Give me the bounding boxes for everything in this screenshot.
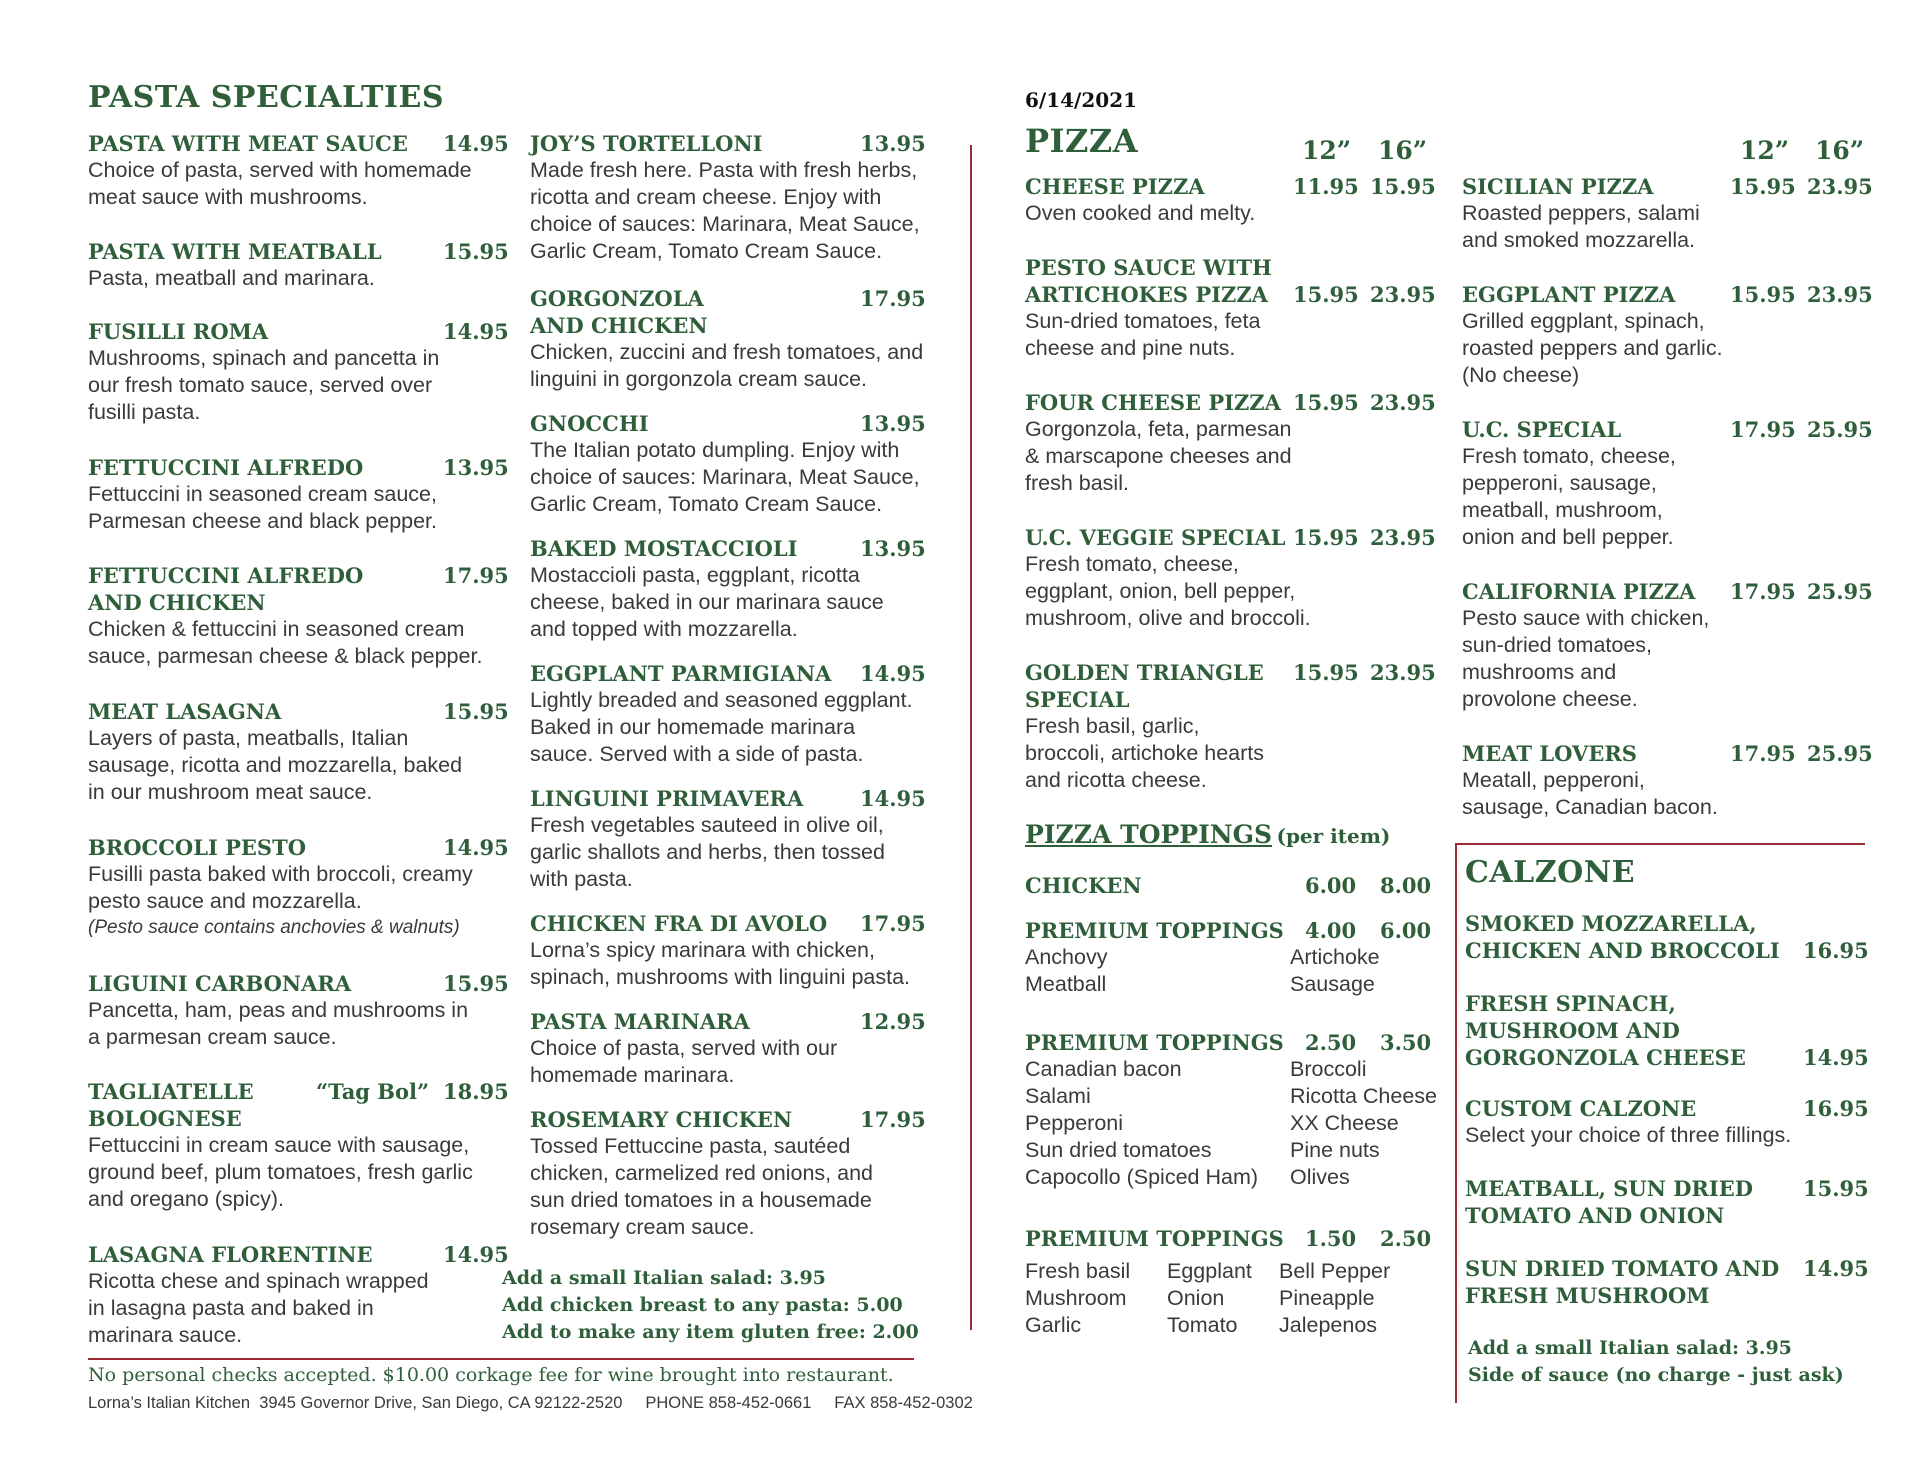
menu-item — [1462, 578, 1882, 740]
topping-group — [1025, 1225, 1445, 1345]
item-price: 13.95 — [860, 536, 926, 561]
menu-item — [530, 785, 930, 910]
item-desc: Fresh vegetables sauteed in olive oil, garlic shallots and herbs, then tossed with pasta. — [530, 813, 885, 891]
extra-line: Add chicken breast to any pasta: 5.00 — [502, 1294, 903, 1316]
topping-group — [1025, 917, 1445, 1029]
topping: Meatball — [1025, 972, 1107, 996]
menu-item — [1462, 740, 1882, 840]
item-name: CHEESE PIZZA — [1025, 174, 1205, 199]
menu-item — [1462, 416, 1882, 578]
pasta-extras — [502, 1265, 919, 1346]
item-price-16: 23.95 — [1807, 174, 1873, 199]
menu-item — [88, 238, 509, 318]
item-name: EGGPLANT PIZZA — [1462, 282, 1676, 307]
pizza-title: PIZZA — [1025, 122, 1139, 160]
topping-row — [1025, 1285, 1445, 1312]
item-price-12: 15.95 — [1293, 525, 1359, 550]
item-price-16: 23.95 — [1370, 282, 1436, 307]
pizza-right-column — [1462, 173, 1882, 840]
topping: Olives — [1290, 1165, 1350, 1189]
calzone-title: CALZONE — [1465, 855, 1636, 890]
topping-row — [1025, 1056, 1445, 1083]
menu-item — [1025, 524, 1445, 659]
item-name: U.C. SPECIAL — [1462, 417, 1622, 442]
item-price: 17.95 — [443, 563, 509, 588]
item-desc: Mushrooms, spinach and pancetta in our fresh tomato sauce, served over fusilli pasta. — [88, 346, 440, 424]
topping: Garlic — [1025, 1313, 1082, 1337]
item-name: PASTA WITH MEATBALL — [88, 239, 382, 264]
item-desc: Lightly breaded and seasoned eggplant. Baked in our homemade marinara sauce. Served with a side of pasta. — [530, 688, 913, 766]
menu-item — [530, 910, 930, 1008]
item-desc: The Italian potato dumpling. Enjoy with choice of sauces: Marinara, Meat Sauce, Garlic Cream, Tomato Cream Sauce. — [530, 438, 920, 516]
topping: Pepperoni — [1025, 1111, 1124, 1135]
item-name: FUSILLI ROMA — [88, 319, 269, 344]
extra-line: Add to make any item gluten free: 2.00 — [502, 1321, 919, 1343]
extra-line: Add a small Italian salad: 3.95 — [502, 1267, 826, 1289]
item-desc: Fettuccini in cream sauce with sausage, ground beef, plum tomatoes, fresh garlic and oregano (spicy). — [88, 1133, 473, 1211]
divider — [970, 145, 972, 1330]
topping: Mushroom — [1025, 1286, 1127, 1310]
extra-line: Side of sauce (no charge - just ask) — [1468, 1364, 1844, 1386]
item-price: 14.95 — [443, 319, 509, 344]
item-name: LINGUINI PRIMAVERA — [530, 786, 804, 811]
item-name: PASTA WITH MEAT SAUCE — [88, 131, 408, 156]
item-name: GOLDEN TRIANGLE SPECIAL — [1025, 660, 1264, 712]
menu-item — [88, 130, 509, 238]
size-16-label: 16” — [1378, 136, 1428, 165]
item-name: MEATBALL, SUN DRIED TOMATO AND ONION — [1465, 1176, 1753, 1228]
item-desc: Mostaccioli pasta, eggplant, ricotta cheese, baked in our marinara sauce and topped with mozzarella. — [530, 563, 884, 641]
topping: Ricotta Cheese — [1290, 1084, 1437, 1108]
footer-address: Lorna’s Italian Kitchen 3945 Governor Drive, San Diego, CA 92122-2520 PHONE 858-452-0661 FAX 858-452-0302 — [88, 1394, 973, 1412]
topping: Artichoke — [1290, 945, 1380, 969]
topping-row — [1025, 944, 1445, 971]
item-name: GORGONZOLA AND CHICKEN — [530, 286, 708, 338]
topping-group — [1025, 872, 1445, 917]
item-price-12: 11.95 — [1293, 174, 1359, 199]
item-desc: Fresh tomato, cheese, eggplant, onion, bell pepper, mushroom, olive and broccoli. — [1025, 552, 1311, 630]
item-price: 14.95 — [443, 1242, 509, 1267]
item-price-12: 17.95 — [1730, 417, 1796, 442]
topping-price-16: 2.50 — [1380, 1226, 1432, 1251]
topping: Jalepenos — [1279, 1313, 1378, 1337]
menu-item — [88, 1078, 509, 1241]
menu-item — [88, 318, 509, 454]
topping-row — [1025, 1258, 1445, 1285]
item-desc: Choice of pasta, served with homemade meat sauce with mushrooms. — [88, 158, 472, 209]
menu-item — [1465, 910, 1875, 990]
size-12-label: 12” — [1302, 136, 1352, 165]
topping-row — [1025, 1164, 1445, 1191]
topping-row — [1025, 1083, 1445, 1110]
menu-date: 6/14/2021 — [1025, 88, 1138, 112]
item-price-12: 15.95 — [1730, 282, 1796, 307]
menu-item — [1465, 1175, 1875, 1255]
item-name: TAGLIATELLE BOLOGNESE — [88, 1079, 254, 1131]
footer-note: No personal checks accepted. $10.00 corkage fee for wine brought into restaurant. — [88, 1364, 894, 1386]
item-name: GNOCCHI — [530, 411, 649, 436]
item-price-16: 23.95 — [1370, 660, 1436, 685]
item-name: CUSTOM CALZONE — [1465, 1096, 1697, 1121]
item-price-12: 15.95 — [1293, 282, 1359, 307]
toppings-list — [1025, 872, 1445, 1345]
menu-item — [88, 562, 509, 698]
item-price: 16.95 — [1803, 1096, 1869, 1121]
item-name: EGGPLANT PARMIGIANA — [530, 661, 832, 686]
topping: Pine nuts — [1290, 1138, 1380, 1162]
topping-group-name: CHICKEN — [1025, 873, 1142, 898]
toppings-header — [1025, 820, 1390, 849]
item-price-12: 15.95 — [1293, 390, 1359, 415]
menu-item — [530, 410, 930, 535]
divider — [1455, 843, 1865, 845]
menu-item — [1462, 281, 1882, 416]
topping: Onion — [1167, 1286, 1225, 1310]
menu-item — [88, 698, 509, 834]
topping-price-16: 8.00 — [1380, 873, 1432, 898]
menu-item — [530, 130, 930, 285]
pasta-title: PASTA SPECIALTIES — [88, 80, 445, 115]
topping-price-12: 4.00 — [1305, 918, 1357, 943]
item-desc: Pesto sauce with chicken, sun-dried tomatoes, mushrooms and provolone cheese. — [1462, 606, 1710, 711]
item-name: LIGUINI CARBONARA — [88, 971, 352, 996]
menu-item — [1025, 389, 1445, 524]
item-desc: Ricotta chese and spinach wrapped in lasagna pasta and baked in marinara sauce. — [88, 1269, 429, 1347]
menu-item — [1462, 173, 1882, 281]
item-desc: Fusilli pasta baked with broccoli, creamy pesto sauce and mozzarella. — [88, 862, 473, 913]
pizza-left-column — [1025, 173, 1445, 809]
item-desc: Fresh tomato, cheese, pepperoni, sausage, meatball, mushroom, onion and bell pepper. — [1462, 444, 1676, 549]
topping: Fresh basil — [1025, 1259, 1131, 1283]
item-price-16: 23.95 — [1370, 390, 1436, 415]
item-price: 14.95 — [443, 835, 509, 860]
item-name: PASTA MARINARA — [530, 1009, 750, 1034]
topping: Sausage — [1290, 972, 1375, 996]
item-price: 15.95 — [443, 239, 509, 264]
item-name: SMOKED MOZZARELLA, CHICKEN AND BROCCOLI — [1465, 911, 1780, 963]
topping: Eggplant — [1167, 1259, 1252, 1283]
item-price: 17.95 — [860, 1107, 926, 1132]
divider — [1455, 843, 1457, 1403]
topping-row — [1025, 971, 1445, 998]
item-price: 18.95 — [443, 1079, 509, 1104]
topping-price-16: 3.50 — [1380, 1030, 1432, 1055]
menu-item — [1025, 659, 1445, 809]
item-price-16: 25.95 — [1807, 417, 1873, 442]
item-desc: Grilled eggplant, spinach, roasted peppers and garlic. (No cheese) — [1462, 309, 1723, 387]
menu-item — [1025, 173, 1445, 254]
item-price: 13.95 — [443, 455, 509, 480]
toppings-subtitle: (per item) — [1276, 824, 1391, 848]
calzone-extras — [1468, 1335, 1844, 1389]
topping-row — [1025, 1312, 1445, 1339]
item-desc: Pancetta, ham, peas and mushrooms in a parmesan cream sauce. — [88, 998, 469, 1049]
item-price: 12.95 — [860, 1009, 926, 1034]
item-price: 16.95 — [1803, 938, 1869, 963]
toppings-title: PIZZA TOPPINGS — [1025, 820, 1273, 849]
item-price: 14.95 — [860, 786, 926, 811]
item-price: 14.95 — [1803, 1045, 1869, 1070]
item-price: 13.95 — [860, 131, 926, 156]
item-price-16: 25.95 — [1807, 579, 1873, 604]
item-desc: Sun-dried tomatoes, feta cheese and pine nuts. — [1025, 309, 1261, 360]
item-name: LASAGNA FLORENTINE — [88, 1242, 373, 1267]
menu-item — [530, 535, 930, 660]
menu-item — [530, 1106, 930, 1261]
item-desc: Fettuccini in seasoned cream sauce, Parmesan cheese and black pepper. — [88, 482, 438, 533]
item-desc: Select your choice of three fillings. — [1465, 1123, 1792, 1147]
topping-group-name: PREMIUM TOPPINGS — [1025, 1030, 1284, 1055]
topping-group — [1025, 1029, 1445, 1225]
pasta-right-column — [530, 130, 930, 1261]
menu-item — [88, 834, 509, 970]
menu-item — [88, 970, 509, 1078]
item-desc: Chicken & fettuccini in seasoned cream sauce, parmesan cheese & black pepper. — [88, 617, 483, 668]
item-name: BROCCOLI PESTO — [88, 835, 306, 860]
menu-item — [88, 454, 509, 562]
item-name: FETTUCCINI ALFREDO AND CHICKEN — [88, 563, 364, 615]
topping: XX Cheese — [1290, 1111, 1399, 1135]
topping: Anchovy — [1025, 945, 1108, 969]
item-name: MEAT LOVERS — [1462, 741, 1637, 766]
topping: Capocollo (Spiced Ham) — [1025, 1165, 1259, 1189]
item-name: ROSEMARY CHICKEN — [530, 1107, 793, 1132]
item-desc: Chicken, zuccini and fresh tomatoes, and linguini in gorgonzola cream sauce. — [530, 340, 924, 391]
item-name: FETTUCCINI ALFREDO — [88, 455, 364, 480]
menu-item — [1025, 254, 1445, 389]
divider — [88, 1358, 914, 1360]
topping-group-name: PREMIUM TOPPINGS — [1025, 918, 1284, 943]
item-desc: Made fresh here. Pasta with fresh herbs, ricotta and cream cheese. Enjoy with choice of sauces: Marinara, Meat Sauce, Garlic Cream, Tomato Cream Sauce. — [530, 158, 920, 263]
item-desc: Gorgonzola, feta, parmesan & marscapone cheeses and fresh basil. — [1025, 417, 1292, 495]
menu-item — [1465, 1255, 1875, 1330]
item-name: SICILIAN PIZZA — [1462, 174, 1654, 199]
item-desc: Oven cooked and melty. — [1025, 201, 1256, 225]
menu-item — [1465, 990, 1875, 1095]
item-price: 14.95 — [860, 661, 926, 686]
pasta-left-column — [88, 130, 509, 1351]
item-desc: Fresh basil, garlic, broccoli, artichoke hearts and ricotta cheese. — [1025, 714, 1264, 792]
topping: Broccoli — [1290, 1057, 1367, 1081]
item-price-12: 15.95 — [1293, 660, 1359, 685]
menu-item — [1465, 1095, 1875, 1175]
item-note: (Pesto sauce contains anchovies & walnuts) — [88, 917, 460, 938]
item-desc: Pasta, meatball and marinara. — [88, 266, 375, 290]
item-price: 13.95 — [860, 411, 926, 436]
topping-price-12: 2.50 — [1305, 1030, 1357, 1055]
item-name: BAKED MOSTACCIOLI — [530, 536, 798, 561]
calzone-list — [1465, 910, 1875, 1330]
item-name: MEAT LASAGNA — [88, 699, 282, 724]
topping: Bell Pepper — [1279, 1259, 1391, 1283]
item-desc: Layers of pasta, meatballs, Italian sausage, ricotta and mozzarella, baked in our mushroom meat sauce. — [88, 726, 463, 804]
item-name: CHICKEN FRA DI AVOLO — [530, 911, 828, 936]
menu-item — [530, 1008, 930, 1106]
item-price: 17.95 — [860, 286, 926, 311]
topping: Tomato — [1167, 1313, 1238, 1337]
item-price-16: 23.95 — [1370, 525, 1436, 550]
topping: Canadian bacon — [1025, 1057, 1182, 1081]
item-price: 14.95 — [443, 131, 509, 156]
item-price: 15.95 — [443, 971, 509, 996]
menu-item — [530, 660, 930, 785]
item-price: 17.95 — [860, 911, 926, 936]
extra-line: Add a small Italian salad: 3.95 — [1468, 1337, 1792, 1359]
topping-price-12: 1.50 — [1305, 1226, 1357, 1251]
item-desc: Lorna’s spicy marinara with chicken, spinach, mushrooms with linguini pasta. — [530, 938, 911, 989]
item-price: 14.95 — [1803, 1256, 1869, 1281]
item-name: JOY’S TORTELLONI — [530, 131, 763, 156]
item-desc: Tossed Fettuccine pasta, sautéed chicken, carmelized red onions, and sun dried tomatoes in a housemade rosemary cream sauce. — [530, 1134, 873, 1239]
menu-item — [88, 1241, 509, 1351]
item-price-16: 23.95 — [1807, 282, 1873, 307]
item-nickname: “Tag Bol” — [316, 1079, 430, 1104]
item-name: PESTO SAUCE WITH ARTICHOKES PIZZA — [1025, 255, 1272, 307]
item-price: 15.95 — [1803, 1176, 1869, 1201]
item-name: U.C. VEGGIE SPECIAL — [1025, 525, 1286, 550]
topping-price-12: 6.00 — [1305, 873, 1357, 898]
item-price-12: 15.95 — [1730, 174, 1796, 199]
item-desc: Roasted peppers, salami and smoked mozzarella. — [1462, 201, 1700, 252]
item-name: CALIFORNIA PIZZA — [1462, 579, 1696, 604]
item-name: FRESH SPINACH, MUSHROOM AND GORGONZOLA CHEESE — [1465, 991, 1746, 1070]
topping-group-name: PREMIUM TOPPINGS — [1025, 1226, 1284, 1251]
size-12-label: 12” — [1740, 136, 1790, 165]
item-desc: Choice of pasta, served with our homemade marinara. — [530, 1036, 838, 1087]
item-price: 15.95 — [443, 699, 509, 724]
item-price-16: 15.95 — [1370, 174, 1436, 199]
item-desc: Meatall, pepperoni, sausage, Canadian bacon. — [1462, 768, 1718, 819]
topping: Sun dried tomatoes — [1025, 1138, 1212, 1162]
topping: Salami — [1025, 1084, 1091, 1108]
item-price-12: 17.95 — [1730, 741, 1796, 766]
item-name: SUN DRIED TOMATO AND FRESH MUSHROOM — [1465, 1256, 1780, 1308]
topping: Pineapple — [1279, 1286, 1375, 1310]
size-16-label: 16” — [1815, 136, 1865, 165]
menu-item — [530, 285, 930, 410]
topping-row — [1025, 1110, 1445, 1137]
topping-price-16: 6.00 — [1380, 918, 1432, 943]
item-price-12: 17.95 — [1730, 579, 1796, 604]
topping-row — [1025, 1137, 1445, 1164]
item-name: FOUR CHEESE PIZZA — [1025, 390, 1281, 415]
item-price-16: 25.95 — [1807, 741, 1873, 766]
